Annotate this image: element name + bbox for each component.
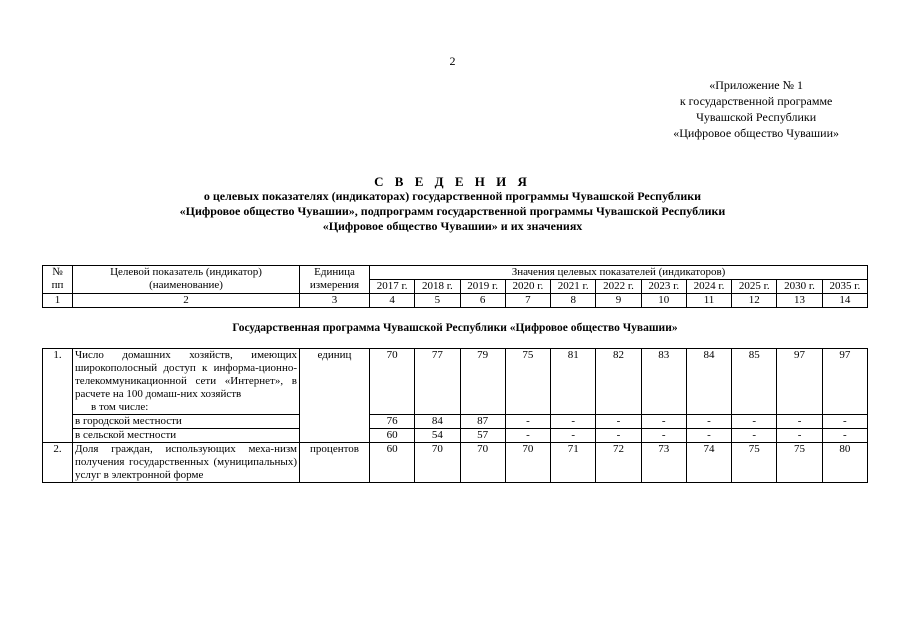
value-cell: -	[822, 415, 867, 429]
table-row	[43, 429, 868, 443]
header-indicator	[73, 266, 300, 294]
year-cell: 2030 г.	[777, 280, 822, 294]
year-cell: 2020 г.	[505, 280, 550, 294]
value-cell: 76	[370, 415, 415, 429]
appendix-line-4: «Цифровое общество Чувашии»	[673, 126, 839, 140]
value-cell: 87	[460, 415, 505, 429]
unit-cell: процентов	[300, 443, 370, 483]
value-cell: 83	[641, 349, 686, 415]
value-cell: 97	[777, 349, 822, 415]
value-cell: -	[596, 429, 641, 443]
indicator-name: в сельской местности	[73, 429, 300, 443]
appendix-line-2: к государственной программе	[679, 94, 833, 108]
value-cell: 74	[686, 443, 731, 483]
section-row	[43, 308, 868, 349]
title-heading: С В Е Д Е Н И Я	[374, 174, 531, 189]
value-cell: 70	[505, 443, 550, 483]
value-cell: -	[686, 429, 731, 443]
column-number: 9	[596, 294, 641, 308]
year-cell: 2035 г.	[822, 280, 867, 294]
header-unit	[300, 266, 370, 294]
indicators-table	[42, 265, 868, 483]
year-cell: 2017 г.	[370, 280, 415, 294]
value-cell: -	[641, 429, 686, 443]
value-cell: -	[551, 429, 596, 443]
year-cell: 2024 г.	[686, 280, 731, 294]
value-cell: 70	[370, 349, 415, 415]
indicator-name: в городской местности	[73, 415, 300, 429]
title-line-2: «Цифровое общество Чувашии», подпрограмм государственной программы Чувашской Республики	[179, 204, 726, 218]
value-cell: 57	[460, 429, 505, 443]
value-cell: -	[732, 429, 777, 443]
value-cell: 84	[415, 415, 460, 429]
unit-cell: единиц	[300, 349, 370, 443]
column-number: 6	[460, 294, 505, 308]
value-cell: 75	[505, 349, 550, 415]
indicator-name: Доля граждан, использующих меха-низм получения государственных (муниципальных) услуг в электронной форме	[73, 443, 300, 483]
column-number: 8	[551, 294, 596, 308]
row-number: 2.	[43, 443, 73, 483]
column-number: 13	[777, 294, 822, 308]
table-row	[43, 349, 868, 415]
year-cell: 2023 г.	[641, 280, 686, 294]
indicator-text: Число домашних хозяйств, имеющих широкополосный доступ к информа-ционно-телекоммуникационной сети «Интернет», в расчете на 100 домаш-них хозяйств	[75, 349, 297, 400]
year-cell: 2022 г.	[596, 280, 641, 294]
value-cell: 60	[370, 429, 415, 443]
header-no	[43, 266, 73, 294]
value-cell: 80	[822, 443, 867, 483]
value-cell: 77	[415, 349, 460, 415]
year-cell: 2019 г.	[460, 280, 505, 294]
value-cell: -	[505, 415, 550, 429]
appendix-note	[673, 77, 839, 141]
value-cell: 82	[596, 349, 641, 415]
value-cell: -	[551, 415, 596, 429]
value-cell: 54	[415, 429, 460, 443]
document-title	[0, 174, 905, 234]
value-cell: 97	[822, 349, 867, 415]
table-row	[43, 415, 868, 429]
value-cell: 75	[777, 443, 822, 483]
column-number: 7	[505, 294, 550, 308]
value-cell: 71	[551, 443, 596, 483]
value-cell: 70	[415, 443, 460, 483]
appendix-line-3: Чувашской Республики	[696, 110, 817, 124]
value-cell: 79	[460, 349, 505, 415]
page-number: 2	[449, 54, 456, 68]
column-number: 12	[732, 294, 777, 308]
header-no-line-2: пп	[51, 279, 64, 291]
column-number: 14	[822, 294, 867, 308]
value-cell: 84	[686, 349, 731, 415]
value-cell: 73	[641, 443, 686, 483]
value-cell: -	[505, 429, 550, 443]
indicator-sublabel: в том числе:	[91, 401, 149, 413]
value-cell: 72	[596, 443, 641, 483]
column-number: 11	[686, 294, 731, 308]
value-cell: -	[686, 415, 731, 429]
header-unit-line-2: измерения	[309, 279, 360, 291]
header-no-line-1: №	[52, 266, 63, 278]
row-number: 1.	[43, 349, 73, 443]
appendix-line-1: «Приложение № 1	[709, 78, 804, 92]
value-cell: 60	[370, 443, 415, 483]
year-cell: 2021 г.	[551, 280, 596, 294]
title-line-3: «Цифровое общество Чувашии» и их значениях	[322, 219, 583, 233]
table-header-row-1	[43, 266, 868, 280]
value-cell: -	[822, 429, 867, 443]
value-cell: -	[777, 415, 822, 429]
value-cell: -	[732, 415, 777, 429]
section-title: Государственная программа Чувашской Республики «Цифровое общество Чувашии»	[43, 308, 868, 349]
header-unit-line-1: Единица	[314, 266, 355, 278]
value-cell: -	[777, 429, 822, 443]
year-cell: 2025 г.	[732, 280, 777, 294]
column-number: 3	[300, 294, 370, 308]
value-cell: 85	[732, 349, 777, 415]
value-cell: 70	[460, 443, 505, 483]
indicator-name	[73, 349, 300, 415]
value-cell: -	[641, 415, 686, 429]
value-cell: 75	[732, 443, 777, 483]
header-indicator-line-1: Целевой показатель (индикатор)	[110, 266, 262, 278]
column-number: 10	[641, 294, 686, 308]
value-cell: -	[596, 415, 641, 429]
table-column-numbers-row	[43, 294, 868, 308]
column-number: 2	[73, 294, 300, 308]
column-number: 1	[43, 294, 73, 308]
value-cell: 81	[551, 349, 596, 415]
table-row	[43, 443, 868, 483]
header-values: Значения целевых показателей (индикаторов)	[370, 266, 868, 280]
column-number: 5	[415, 294, 460, 308]
year-cell: 2018 г.	[415, 280, 460, 294]
column-number: 4	[370, 294, 415, 308]
header-indicator-line-2: (наименование)	[149, 279, 223, 291]
title-line-1: о целевых показателях (индикаторах) государственной программы Чувашской Республики	[203, 189, 702, 203]
